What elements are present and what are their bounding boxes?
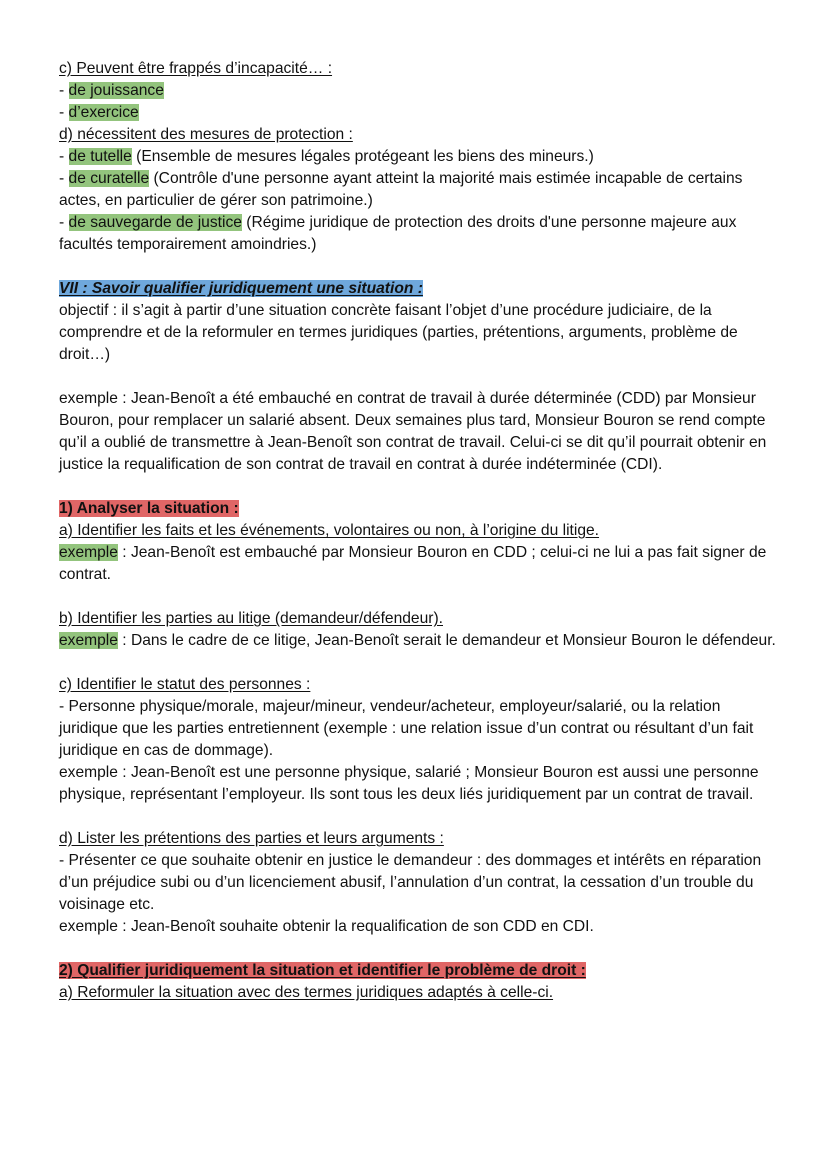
example-paragraph: exemple : Jean-Benoît a été embauché en contrat de travail à durée déterminée (CDD) par Monsieur Bouron, pour remplacer un salarié absent. Deux semaines plus tard, Monsieur Bouron se rend compte qu’il a oublié de transmettre à Jean-Benoît son contrat de travail. Celui-ci se dit qu’il pourrait obtenir en justice la requalification de son contrat de travail en contrat à durée indéterminée (CDI). [59,390,767,473]
part1-c-example: exemple : Jean-Benoît est une personne physique, salarié ; Monsieur Bouron est aussi une personne physique, représentant l’employeur. Ils sont tous les deux liés juridiquement par un contrat de travail. [59,764,759,803]
spacer [59,586,779,608]
spacer [59,806,779,828]
section-c-heading: c) Peuvent être frappés d’incapacité… : [59,60,333,77]
section-vii-title: VII : Savoir qualifier juridiquement une situation : [59,280,423,297]
section-d-heading: d) nécessitent des mesures de protection : [59,126,353,143]
spacer [59,366,779,388]
part2-title: 2) Qualifier juridiquement la situation et identifier le problème de droit : [59,962,586,979]
list-item: - de sauvegarde de justice (Régime juridique de protection des droits d'une personne majeure aux facultés temporairement amoindries.) [59,214,737,253]
spacer [59,256,779,278]
part1-title: 1) Analyser la situation : [59,500,239,517]
objective-paragraph: objectif : il s’agit à partir d’une situation concrète faisant l’objet d’une procédure judiciaire, de la comprendre et de la reformuler en termes juridiques (parties, prétentions, arguments, problème de droit…) [59,302,738,363]
part1-d-example: exemple : Jean-Benoît souhaite obtenir la requalification de son CDD en CDI. [59,918,594,935]
part1-c-text: - Personne physique/morale, majeur/mineur, vendeur/acheteur, employeur/salarié, ou la relation juridique que les parties entretiennent (exemple : une relation issue d’un contrat ou résultant d’un fait juridique en cas de dommage). [59,698,754,759]
spacer [59,652,779,674]
spacer [59,938,779,960]
list-item: - de jouissance [59,82,164,99]
list-item: - de curatelle (Contrôle d'une personne ayant atteint la majorité mais estimée incapable de certains actes, en particulier de gérer son patrimoine.) [59,170,743,209]
part1-a-example: exemple : Jean-Benoît est embauché par Monsieur Bouron en CDD ; celui-ci ne lui a pas fait signer de contrat. [59,544,767,583]
part1-b-heading: b) Identifier les parties au litige (demandeur/défendeur). [59,610,443,627]
part2-a-heading: a) Reformuler la situation avec des termes juridiques adaptés à celle-ci. [59,984,554,1001]
part1-a-heading: a) Identifier les faits et les événements, volontaires ou non, à l’origine du litige. [59,522,600,539]
list-item: - de tutelle (Ensemble de mesures légales protégeant les biens des mineurs.) [59,148,594,165]
spacer [59,476,779,498]
document-page [59,58,779,1004]
list-item: - d’exercice [59,104,139,121]
part1-b-example: exemple : Dans le cadre de ce litige, Jean-Benoît serait le demandeur et Monsieur Bouron le défendeur. [59,632,776,649]
part1-d-heading: d) Lister les prétentions des parties et leurs arguments : [59,830,444,847]
part1-d-text: - Présenter ce que souhaite obtenir en justice le demandeur : des dommages et intérêts en réparation d’un préjudice subi ou d’un licenciement abusif, l’annulation d’un contrat, la cessation d’un trouble du voisinage etc. [59,852,762,913]
part1-c-heading: c) Identifier le statut des personnes : [59,676,311,693]
